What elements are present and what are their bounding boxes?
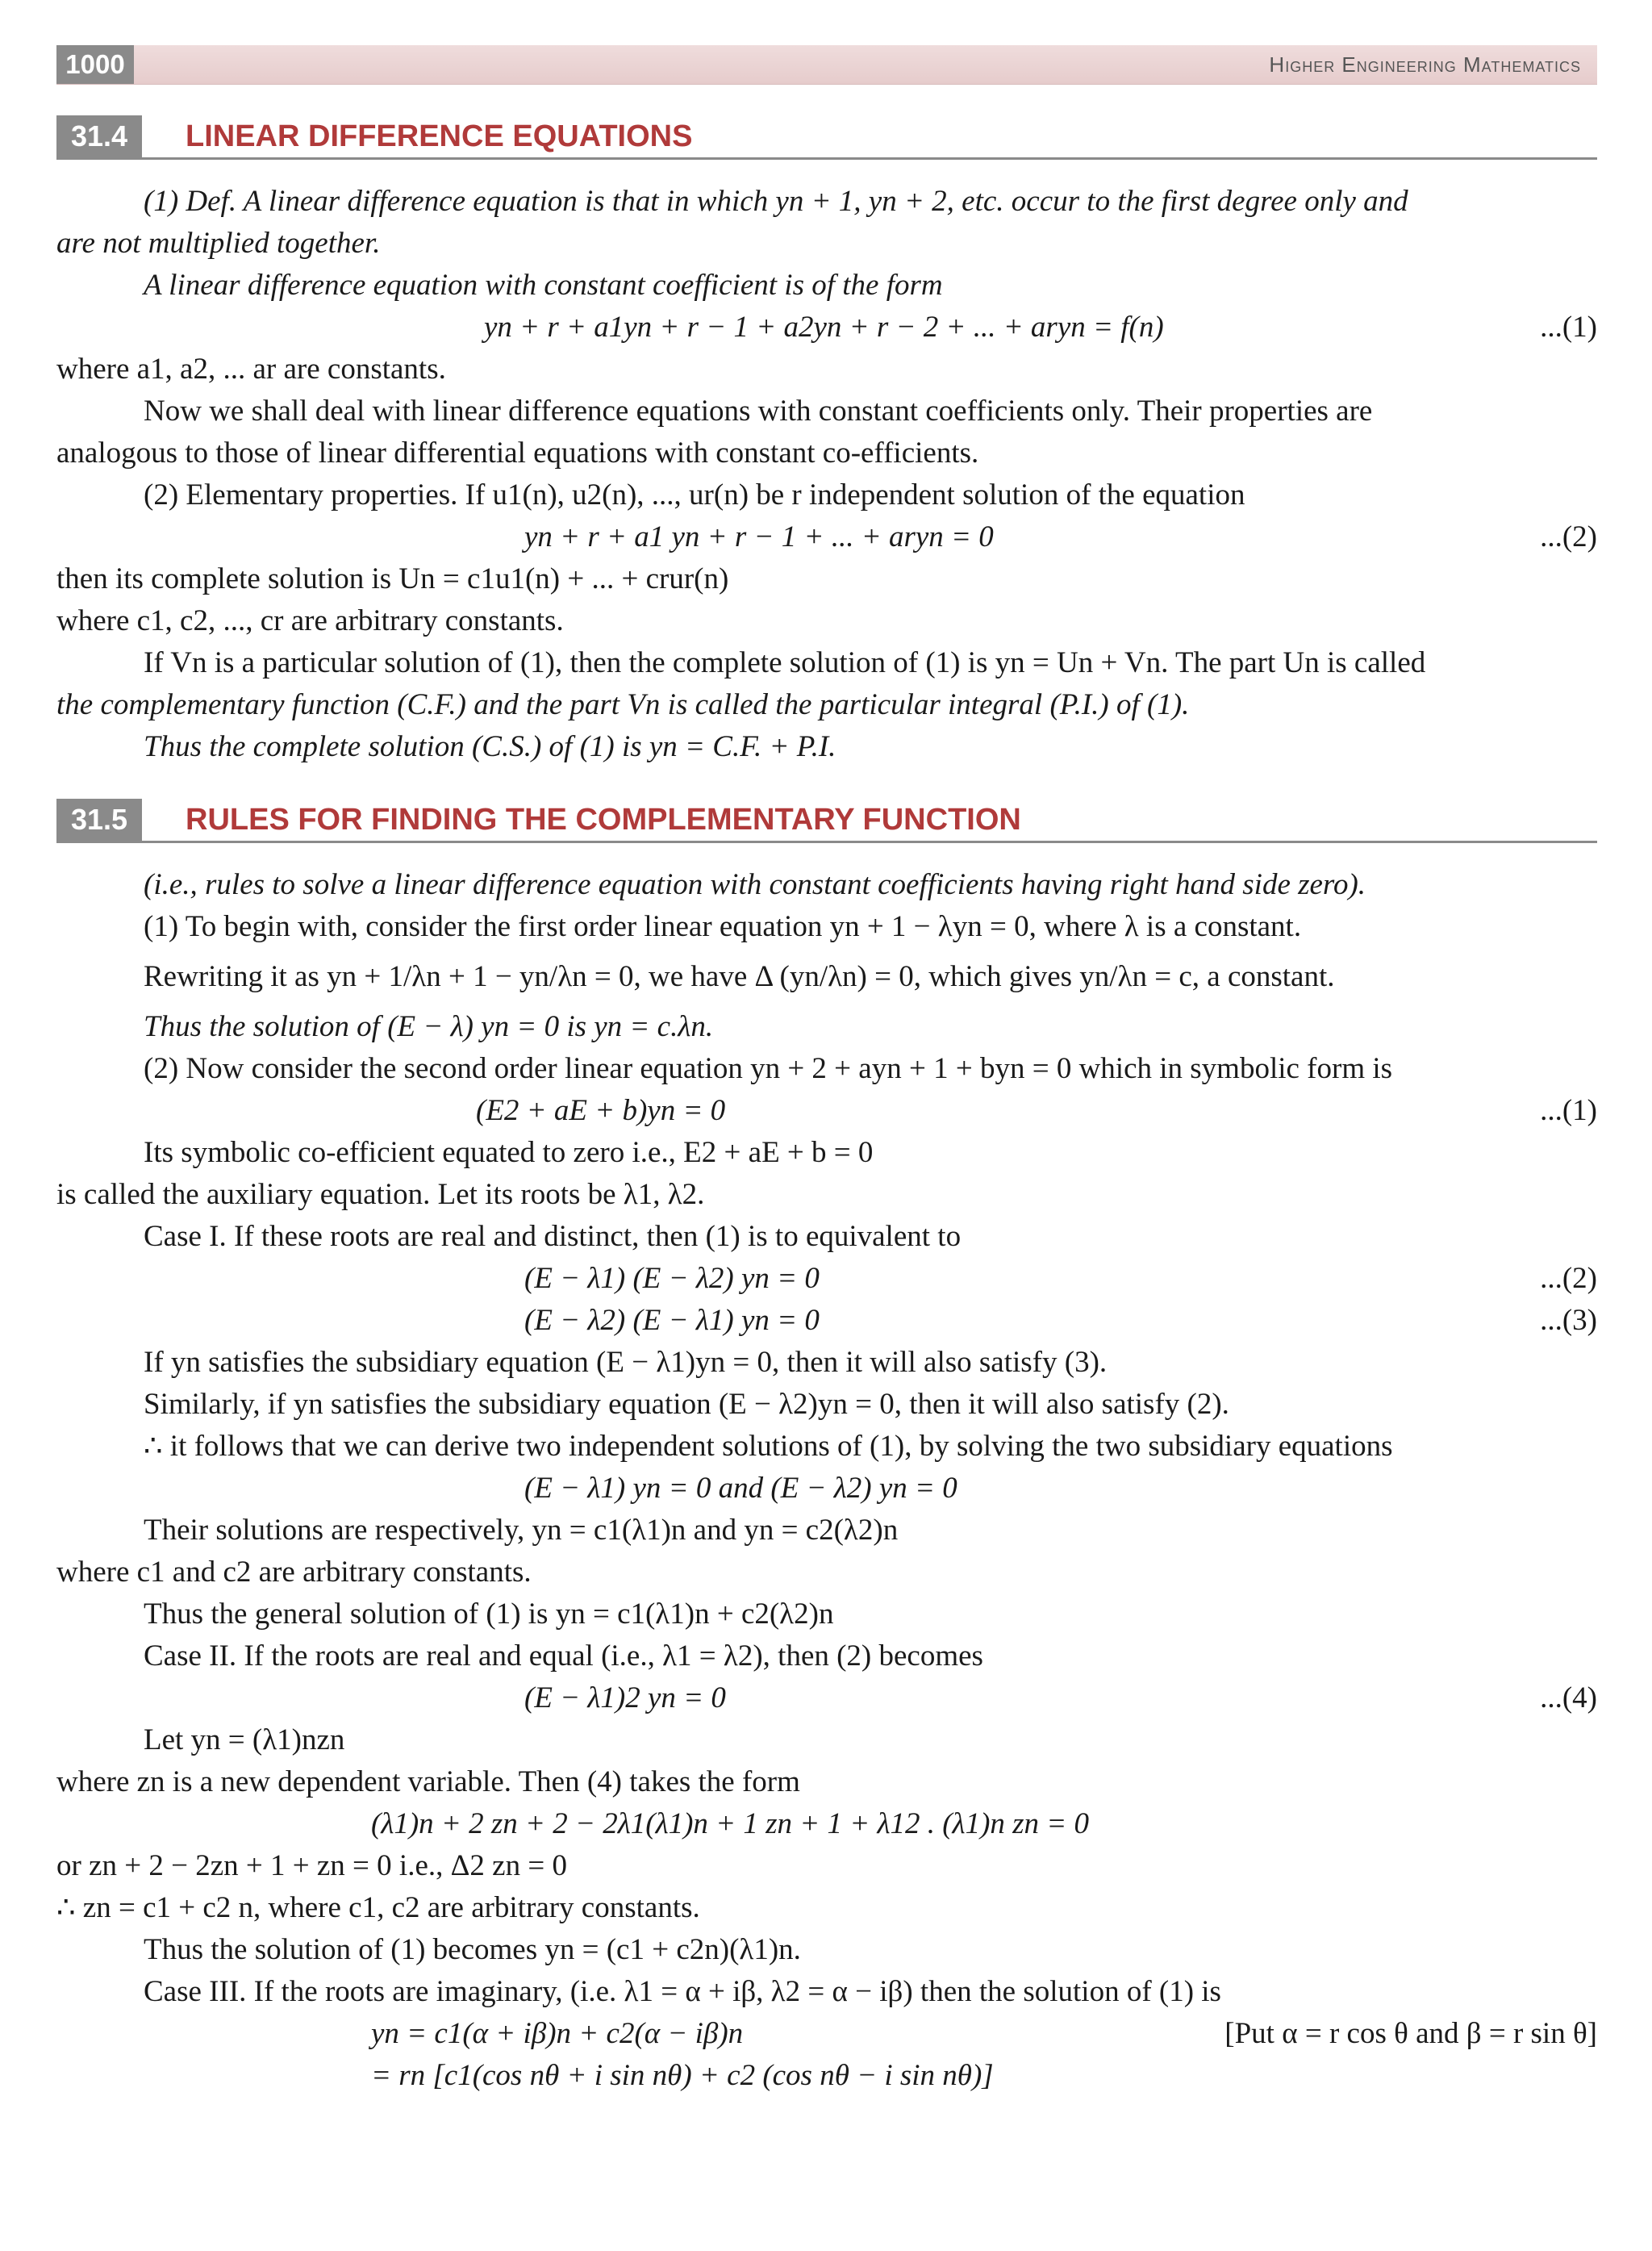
text-line bbox=[56, 1132, 1597, 1174]
text-line bbox=[56, 684, 1597, 726]
line-text: Let yn = (λ1)nzn bbox=[144, 1723, 345, 1756]
line-text: A linear difference equation with constant coefficient is of the form bbox=[144, 269, 943, 302]
text-line bbox=[56, 223, 1597, 265]
text-line bbox=[56, 1090, 1597, 1132]
text-line bbox=[56, 906, 1597, 948]
line-text: is called the auxiliary equation. Let its roots be λ1, λ2. bbox=[56, 1178, 705, 1211]
text-line bbox=[56, 1174, 1597, 1216]
text-line bbox=[56, 349, 1597, 390]
line-text: Thus the solution of (1) becomes yn = (c1 + c2n)(λ1)n. bbox=[144, 1933, 801, 1966]
section-title: RULES FOR FINDING THE COMPLEMENTARY FUNCTION bbox=[186, 803, 1021, 837]
line-text: where zn is a new dependent variable. Then (4) takes the form bbox=[56, 1765, 800, 1798]
equation-number: ...(1) bbox=[1540, 1094, 1597, 1127]
line-text: (i.e., rules to solve a linear difference equation with constant coefficients having right hand side zero). bbox=[144, 868, 1366, 901]
page-content bbox=[56, 115, 1597, 2097]
line-text: ∴ it follows that we can derive two independent solutions of (1), by solving the two subsidiary equations bbox=[144, 1430, 1393, 1463]
section-title: LINEAR DIFFERENCE EQUATIONS bbox=[186, 119, 693, 153]
page-number: 1000 bbox=[56, 45, 134, 84]
section-heading bbox=[56, 799, 1597, 843]
line-text: where c1 and c2 are arbitrary constants. bbox=[56, 1556, 532, 1589]
text-line bbox=[56, 307, 1597, 349]
line-text: where c1, c2, ..., cr are arbitrary constants. bbox=[56, 604, 564, 637]
text-line bbox=[56, 1384, 1597, 1426]
text-line bbox=[56, 948, 1597, 1006]
line-text: (1) Def. A linear difference equation is that in which yn + 1, yn + 2, etc. occur to the first degree only and bbox=[144, 185, 1408, 218]
text-line bbox=[56, 1677, 1597, 1719]
equation-number: [Put α = r cos θ and β = r sin θ] bbox=[1224, 2017, 1597, 2050]
equation-number: ...(2) bbox=[1540, 1262, 1597, 1295]
section-body bbox=[56, 181, 1597, 768]
line-text: If yn satisfies the subsidiary equation (E − λ1)yn = 0, then it will also satisfy (3). bbox=[144, 1346, 1108, 1379]
line-text: yn + r + a1yn + r − 1 + a2yn + r − 2 + ... + aryn = f(n) bbox=[484, 311, 1164, 344]
line-text: If Vn is a particular solution of (1), then the complete solution of (1) is yn = Un + Vn. The part Un is called bbox=[144, 646, 1426, 679]
text-line bbox=[56, 1468, 1597, 1510]
line-text: (E − λ1) (E − λ2) yn = 0 bbox=[524, 1262, 820, 1295]
line-text: are not multiplied together. bbox=[56, 227, 381, 260]
equation-number: ...(4) bbox=[1540, 1681, 1597, 1714]
line-text: analogous to those of linear differential equations with constant co-efficients. bbox=[56, 436, 979, 470]
line-text: (E − λ2) (E − λ1) yn = 0 bbox=[524, 1304, 820, 1337]
text-line bbox=[56, 1761, 1597, 1803]
textbook-page bbox=[56, 45, 1597, 2097]
line-text: (E − λ1) yn = 0 and (E − λ2) yn = 0 bbox=[524, 1472, 957, 1505]
line-text: then its complete solution is Un = c1u1(n) + ... + crur(n) bbox=[56, 562, 729, 595]
line-text: Case III. If the roots are imaginary, (i.e. λ1 = α + iβ, λ2 = α − iβ) then the solution of (1) is bbox=[144, 1975, 1221, 2008]
line-text: Their solutions are respectively, yn = c1(λ1)n and yn = c2(λ2)n bbox=[144, 1514, 899, 1547]
line-text: (2) Elementary properties. If u1(n), u2(n), ..., ur(n) be r independent solution of the equation bbox=[144, 478, 1245, 512]
line-text: Thus the solution of (E − λ) yn = 0 is yn = c.λn. bbox=[144, 1010, 714, 1043]
section-body bbox=[56, 864, 1597, 2097]
text-line bbox=[56, 642, 1597, 684]
book-title: Higher Engineering Mathematics bbox=[1269, 52, 1581, 77]
text-line bbox=[56, 2055, 1597, 2097]
line-text: (E − λ1)2 yn = 0 bbox=[524, 1681, 726, 1714]
line-text: Similarly, if yn satisfies the subsidiary equation (E − λ2)yn = 0, then it will also satisfy (2). bbox=[144, 1388, 1229, 1421]
text-line bbox=[56, 1258, 1597, 1300]
text-line bbox=[56, 1929, 1597, 1971]
text-line bbox=[56, 1426, 1597, 1468]
equation-number: ...(3) bbox=[1540, 1304, 1597, 1337]
line-text: the complementary function (C.F.) and the part Vn is called the particular integral (P.I.) of (1). bbox=[56, 688, 1190, 721]
equation-number: ...(1) bbox=[1540, 311, 1597, 344]
text-line bbox=[56, 864, 1597, 906]
text-line bbox=[56, 1216, 1597, 1258]
line-text: = rn [c1(cos nθ + i sin nθ) + c2 (cos nθ − i sin nθ)] bbox=[371, 2059, 994, 2092]
line-text: Its symbolic co-efficient equated to zero i.e., E2 + aE + b = 0 bbox=[144, 1136, 874, 1169]
text-line bbox=[56, 1803, 1597, 1845]
line-text: ∴ zn = c1 + c2 n, where c1, c2 are arbitrary constants. bbox=[56, 1891, 700, 1924]
line-text: yn = c1(α + iβ)n + c2(α − iβ)n bbox=[371, 2017, 744, 2050]
line-text: Case II. If the roots are real and equal (i.e., λ1 = λ2), then (2) becomes bbox=[144, 1639, 983, 1673]
line-text: (2) Now consider the second order linear equation yn + 2 + ayn + 1 + byn = 0 which in symbolic form is bbox=[144, 1052, 1393, 1085]
line-text: (λ1)n + 2 zn + 2 − 2λ1(λ1)n + 1 zn + 1 + λ12 . (λ1)n zn = 0 bbox=[371, 1807, 1090, 1840]
section-number: 31.5 bbox=[56, 799, 142, 841]
line-text: (E2 + aE + b)yn = 0 bbox=[476, 1094, 726, 1127]
line-text: yn + r + a1 yn + r − 1 + ... + aryn = 0 bbox=[524, 520, 994, 553]
text-line bbox=[56, 2013, 1597, 2055]
line-text: Case I. If these roots are real and distinct, then (1) is to equivalent to bbox=[144, 1220, 962, 1253]
text-line bbox=[56, 1048, 1597, 1090]
text-line bbox=[56, 432, 1597, 474]
line-text: Now we shall deal with linear difference equations with constant coefficients only. Their properties are bbox=[144, 395, 1373, 428]
page-header bbox=[56, 45, 1597, 85]
line-text: Thus the general solution of (1) is yn = c1(λ1)n + c2(λ2)n bbox=[144, 1597, 834, 1631]
line-text: (1) To begin with, consider the first order linear equation yn + 1 − λyn = 0, where λ is a constant. bbox=[144, 910, 1302, 943]
equation-number: ...(2) bbox=[1540, 520, 1597, 553]
text-line bbox=[56, 1971, 1597, 2013]
text-line bbox=[56, 600, 1597, 642]
text-line bbox=[56, 1593, 1597, 1635]
text-line bbox=[56, 1845, 1597, 1887]
text-line bbox=[56, 1719, 1597, 1761]
text-line bbox=[56, 1635, 1597, 1677]
section-heading bbox=[56, 115, 1597, 160]
text-line bbox=[56, 474, 1597, 516]
line-text: Thus the complete solution (C.S.) of (1) is yn = C.F. + P.I. bbox=[144, 730, 836, 763]
text-line bbox=[56, 1342, 1597, 1384]
text-line bbox=[56, 390, 1597, 432]
text-line bbox=[56, 1510, 1597, 1551]
text-line bbox=[56, 1887, 1597, 1929]
line-text: Rewriting it as yn + 1/λn + 1 − yn/λn = 0, we have Δ (yn/λn) = 0, which gives yn/λn = c, a constant. bbox=[144, 960, 1335, 993]
text-line bbox=[56, 726, 1597, 768]
line-text: where a1, a2, ... ar are constants. bbox=[56, 353, 446, 386]
text-line bbox=[56, 1300, 1597, 1342]
section-number: 31.4 bbox=[56, 115, 142, 157]
text-line bbox=[56, 181, 1597, 223]
text-line bbox=[56, 558, 1597, 600]
text-line bbox=[56, 1551, 1597, 1593]
line-text: or zn + 2 − 2zn + 1 + zn = 0 i.e., Δ2 zn = 0 bbox=[56, 1849, 567, 1882]
text-line bbox=[56, 516, 1597, 558]
text-line bbox=[56, 1006, 1597, 1048]
text-line bbox=[56, 265, 1597, 307]
